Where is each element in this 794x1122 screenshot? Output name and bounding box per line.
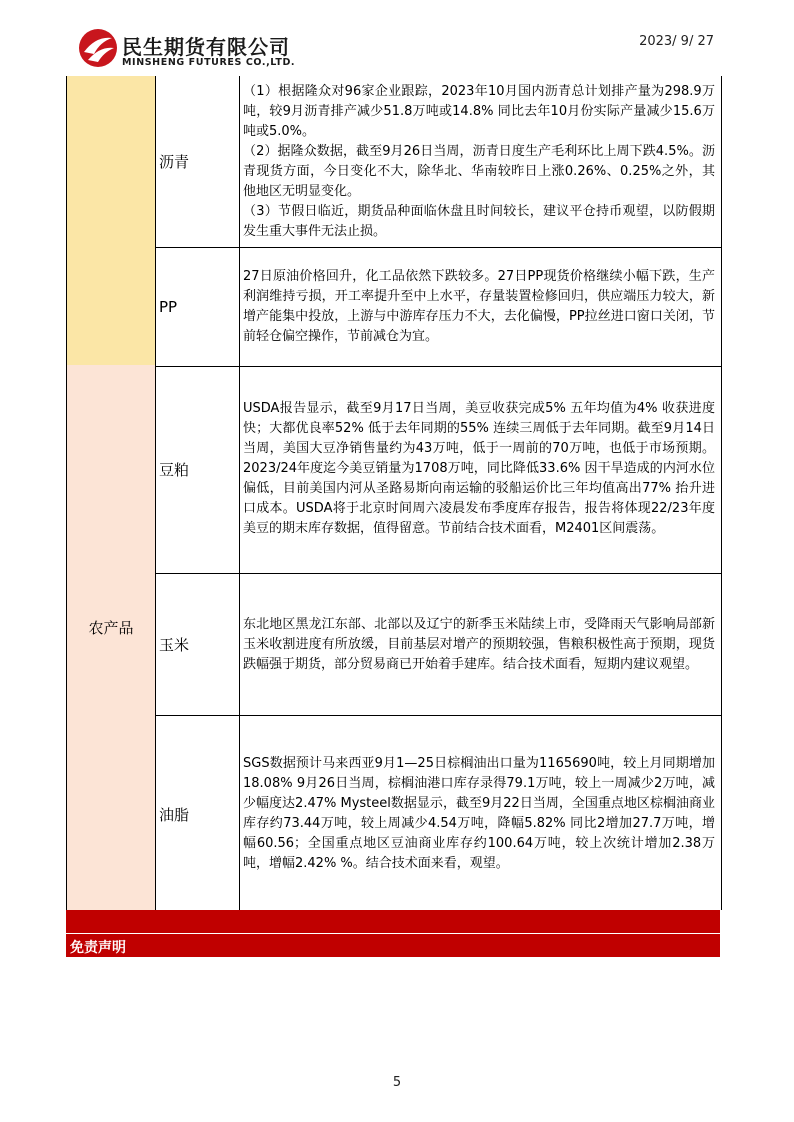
company-name-cn: 民生期货有限公司 bbox=[122, 35, 290, 59]
commentary-paragraph: 27日原油价格回升，化工品依然下跌较多。27日PP现货价格继续小幅下跌，生产利润维持亏损，开工率提升至中上水平，存量装置检修回归，供应端压力较大，新增产能集中投放，上游与中游库存压力不大，去化偏慢，PP拉丝进口窗口关闭，节前轻仓偏空操作，节前减仓为宜。 bbox=[243, 269, 715, 344]
commodity-commentary bbox=[240, 716, 721, 912]
commodity-name: 豆粕 bbox=[156, 365, 240, 573]
commodity-name: 沥青 bbox=[156, 76, 240, 247]
minsheng-logo-icon bbox=[78, 28, 118, 68]
commodity-rows bbox=[156, 76, 721, 365]
commentary-paragraph: 东北地区黑龙江东部、北部以及辽宁的新季玉米陆续上市，受降雨天气影响局部新玉米收割进度有所放缓，目前基层对增产的预期较强，售粮积极性高于预期，现货跌幅强于期货，部分贸易商已开始着手建库。结合技术面看，短期内建议观望。 bbox=[243, 616, 715, 672]
commodity-name: PP bbox=[156, 248, 240, 366]
commentary-paragraph: SGS数据预计马来西亚9月1—25日棕榈油出口量为1165690吨，较上月同期增加18.08% 9月26日当周，棕榈油港口库存录得79.1万吨，较上一周减少2万吨，减少幅度达2.47% Mysteel数据显示，截至9月22日当周，全国重点地区棕榈油商业库存约73.44万吨，较上周减少4.54万吨，降幅5.82% 同比2增加27.7万吨，增幅60.56；全国重点地区豆油商业库存约100.64万吨，较上次统计增加2.38万吨，增幅2.42% %。结合技术面来看，观望。 bbox=[243, 756, 715, 871]
commodity-rows bbox=[156, 365, 721, 910]
commodity-commentary bbox=[240, 248, 721, 366]
commodity-commentary bbox=[240, 574, 721, 715]
category-label: 农产品 bbox=[88, 619, 134, 637]
company-name-en: MINSHENG FUTURES CO.,LTD. bbox=[122, 57, 296, 68]
table-row-pp bbox=[156, 248, 721, 367]
commodity-name: 油脂 bbox=[156, 716, 240, 912]
report-date: 2023/ 9/ 27 bbox=[639, 34, 714, 49]
company-logo bbox=[78, 28, 318, 72]
commentary-paragraph: （3）节假日临近，期货品种面临休盘且时间较长，建议平仓持币观望，以防假期发生重大事件无法止损。 bbox=[243, 203, 715, 239]
table-row-soymeal bbox=[156, 365, 721, 574]
commodity-commentary bbox=[240, 365, 721, 573]
commodity-table bbox=[66, 76, 722, 910]
commentary-paragraph: USDA报告显示，截至9月17日当周，美豆收获完成5% 五年均值为4% 收获进度快；大都优良率52% 低于去年同期的55% 连续三周低于去年同期。截至9月14日当周，美国大豆净销售量约为43万吨，低于一周前的70万吨，也低于市场预期。2023/24年度迄今美豆销量为1708万吨，同比降低33.6% 因干旱造成的内河水位偏低，目前美国内河从圣路易斯向南运输的驳船运价比三年均值高出77% 抬升进口成本。USDA将于北京时间周六凌晨发布季度库存报告，报告将体现22/23年度美豆的期末库存数据，值得留意。节前结合技术面看，M2401区间震荡。 bbox=[243, 401, 715, 536]
category-cell bbox=[67, 365, 156, 910]
commentary-paragraph: （1）根据隆众对96家企业跟踪，2023年10月国内沥青总计划排产量为298.9万吨，较9月沥青排产减少51.8万吨或14.8% 同比去年10月份实际产量减少15.6万吨或5.0%。 bbox=[243, 83, 715, 139]
disclaimer-title: 免责声明 bbox=[70, 940, 126, 956]
commentary-paragraph: （2）据隆众数据，截至9月26日当周，沥青日度生产毛利环比上周下跌4.5%。沥青现货方面，今日变化不大，除华北、华南较昨日上涨0.26%、0.25%之外，其他地区无明显变化。 bbox=[243, 143, 715, 199]
table-footer-bar bbox=[66, 910, 720, 933]
category-group-energy bbox=[67, 76, 721, 365]
table-row-corn bbox=[156, 574, 721, 716]
page-number: 5 bbox=[392, 1075, 402, 1090]
category-group-agri bbox=[67, 365, 721, 910]
table-row-oils bbox=[156, 716, 721, 912]
disclaimer-heading-bar bbox=[66, 933, 720, 957]
table-row-asphalt bbox=[156, 76, 721, 248]
commodity-commentary bbox=[240, 76, 721, 247]
category-cell bbox=[67, 76, 156, 365]
commodity-name: 玉米 bbox=[156, 574, 240, 715]
